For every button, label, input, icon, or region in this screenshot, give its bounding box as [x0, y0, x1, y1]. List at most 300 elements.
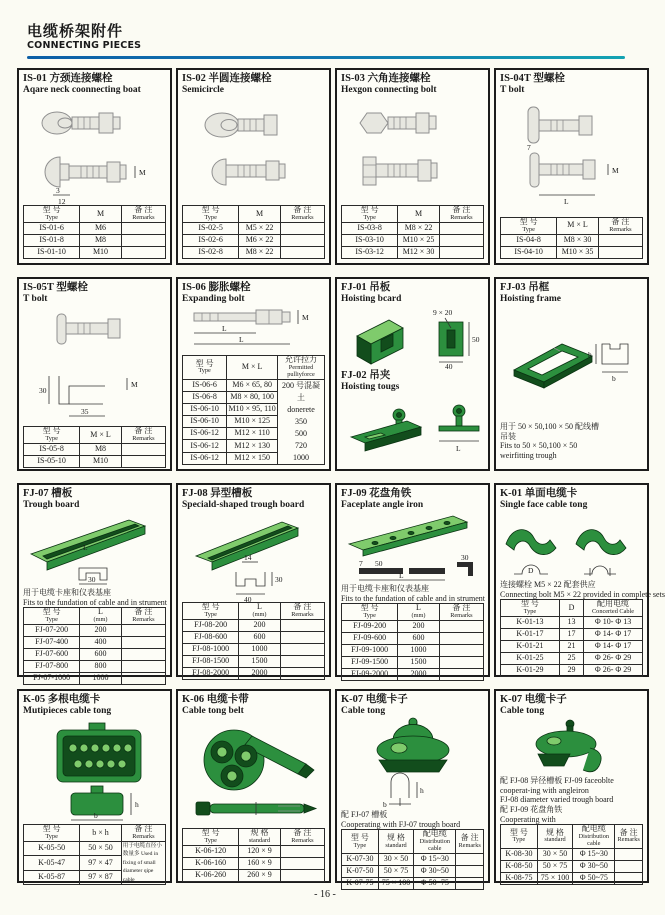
dim-label: 50: [472, 335, 480, 345]
product-title-en: Hexgon connecting bolt: [341, 84, 437, 95]
hoisting-tong-illustration: [341, 393, 488, 455]
column-header: L (mm): [239, 603, 281, 620]
product-cell-is-04: [494, 68, 649, 265]
cell-value: [280, 667, 324, 679]
cell-value: K-05-50: [24, 841, 80, 855]
table-row: [183, 643, 325, 655]
cell-value: 1500: [398, 657, 440, 669]
column-header: 型 号 Type: [342, 604, 398, 621]
dim-label: b: [383, 800, 387, 810]
product-cell-is-01: [17, 68, 172, 265]
column-header: 型 号 Type: [183, 356, 227, 380]
table-row: [342, 621, 484, 633]
cell-value: 13: [559, 617, 583, 629]
column-header: 备 注 Remarks: [439, 206, 483, 223]
cell-value: [121, 443, 165, 455]
table-row: [24, 637, 166, 649]
spec-table: [182, 205, 325, 259]
table-row: [183, 869, 325, 881]
column-header: M × L: [227, 356, 278, 380]
table-header-row: [183, 603, 325, 620]
product-title-en: Speciald-shaped trough board: [182, 499, 305, 510]
product-title-cn: K-07 电缆卡子: [341, 693, 408, 705]
table-row: [501, 641, 643, 653]
cell-value: Φ 50~75: [414, 878, 456, 890]
column-header: M: [80, 206, 122, 223]
cell-value: K-08-50: [501, 860, 538, 872]
dim-label: 40: [244, 595, 252, 605]
note-line: 用于电缆卡座和仪表基座: [341, 584, 429, 594]
product-title-en: Cable tong: [341, 705, 386, 716]
note-line: Connecting bolt M5 × 22 provided in complete sets: [500, 589, 665, 599]
cell-value: 30 × 50: [378, 854, 414, 866]
cell-value: M6: [80, 222, 122, 234]
multi-cable-tong-illustration: [23, 716, 170, 824]
product-title-en: T bolt: [500, 84, 525, 95]
dim-label: 12: [58, 197, 66, 207]
column-header: M: [239, 206, 281, 223]
cell-value: [280, 845, 324, 857]
column-header: 型 号 Type: [24, 427, 80, 444]
column-header: 备 注 Remarks: [280, 603, 324, 620]
expanding-bolt-illustration: [182, 304, 325, 350]
product-title-en: Aqare neck coonnecting boat: [23, 84, 141, 95]
cell-value: M6 × 65, 80: [227, 379, 278, 391]
table-row: [501, 653, 643, 665]
dim-label: h: [588, 350, 592, 360]
cell-value: 1500: [239, 655, 281, 667]
cable-tong-clamp-illustration: [341, 716, 488, 810]
cell-value: [439, 645, 483, 657]
note-line: 用于 50 × 50,100 × 50 配线槽: [500, 422, 600, 432]
table-row: [24, 222, 166, 234]
cell-value: IS-04-8: [501, 234, 557, 246]
cell-value: M12 × 130: [227, 440, 278, 452]
column-header: D: [559, 600, 583, 617]
table-row: [501, 617, 643, 629]
single-face-cable-tong-illustration: [500, 510, 643, 580]
cell-value: K-01-13: [501, 617, 560, 629]
table-header-row: [183, 356, 325, 380]
cell-value: 29: [559, 665, 583, 677]
spec-table: [23, 426, 166, 468]
column-header: 规 格 standard: [378, 830, 414, 854]
hexagon-bolt-illustration: [341, 95, 488, 205]
page-subtitle: CONNECTING PIECES: [27, 39, 142, 51]
table-row: [183, 234, 325, 246]
cell-value: M10: [80, 455, 122, 467]
product-title-en: Expanding bolt: [182, 293, 245, 304]
faceplate-angle-iron-illustration: [341, 510, 488, 584]
table-row: [342, 633, 484, 645]
column-header: M: [398, 206, 440, 223]
column-header: 型 号 Type: [183, 206, 239, 223]
table-row: [342, 854, 484, 866]
product-title-cn: FJ-03 吊框: [500, 281, 550, 293]
dim-label: L: [222, 324, 227, 334]
table-row: [342, 657, 484, 669]
cell-value: IS-06-10: [183, 404, 227, 416]
cell-value: [121, 637, 165, 649]
dim-label: 30: [88, 575, 96, 585]
cell-value: IS-06-12: [183, 440, 227, 452]
table-row: [183, 655, 325, 667]
product-title-en: Trough board: [23, 499, 80, 510]
cell-value: [121, 455, 165, 467]
product-grid: [17, 68, 665, 888]
cell-value: Φ 50~75: [573, 872, 615, 884]
cell-value: [280, 857, 324, 869]
cell-value: M5 × 22: [239, 222, 281, 234]
note-line: weirfitting trough: [500, 451, 557, 461]
cell-value: 1000: [398, 645, 440, 657]
cable-tong-belt-illustration: [182, 716, 329, 828]
product-title-en: Hoisting frame: [500, 293, 561, 304]
cell-value: 50 × 50: [80, 841, 122, 855]
cell-value: 30 × 50: [537, 848, 573, 860]
cell-value: 97 × 87: [80, 870, 122, 884]
table-row: [183, 845, 325, 857]
column-header: 允许拉力 Permitted pulliyforce: [278, 356, 325, 380]
table-row: [342, 645, 484, 657]
cell-value: Φ 14- Φ 17: [584, 641, 643, 653]
table-row: [24, 649, 166, 661]
cell-value: FJ-08-1500: [183, 655, 239, 667]
dim-label: h: [135, 800, 139, 810]
cell-value: M10 × 35: [557, 246, 599, 258]
column-header: 型 号 Type: [24, 825, 80, 842]
note-line: Fits to the fundation of cable and in strument: [23, 597, 167, 607]
cell-value: M10 × 125: [227, 416, 278, 428]
cell-value: IS-01-10: [24, 246, 80, 258]
note-line: FJ-08 diameter varied trough board: [500, 795, 614, 805]
cell-value: 800: [80, 661, 122, 673]
cell-value: [456, 866, 484, 878]
column-header: 规 格 standard: [537, 825, 573, 849]
cell-value: FJ-09-600: [342, 633, 398, 645]
cell-value: 75 × 100: [537, 872, 573, 884]
table-row: [24, 246, 166, 258]
cell-value: [280, 234, 324, 246]
product-title-cn: FJ-07 槽板: [23, 487, 73, 499]
product-title2-en: Hoisting tougs: [341, 382, 400, 393]
cell-value: 50 × 75: [537, 860, 573, 872]
dim-label: M: [139, 168, 146, 178]
product-cell-fj-09: [335, 483, 490, 677]
product-title-en: Semicircle: [182, 84, 225, 95]
cell-value: 600: [80, 649, 122, 661]
spec-table: [23, 205, 166, 259]
cell-value: IS-04-10: [501, 246, 557, 258]
cell-value: K-08-30: [501, 848, 538, 860]
note-line: 连接螺栓 M5 × 22 配套供应: [500, 580, 596, 590]
table-row: [501, 872, 643, 884]
cell-value: [280, 643, 324, 655]
column-header: 备 注 Remarks: [280, 829, 324, 846]
cell-value: Φ 26- Φ 29: [584, 665, 643, 677]
column-header: 型 号 Type: [183, 603, 239, 620]
product-title-en: Faceplate angle iron: [341, 499, 424, 510]
column-header: 规 格 standard: [239, 829, 281, 846]
column-header: M × L: [80, 427, 122, 444]
cell-value: IS-02-8: [183, 246, 239, 258]
cell-value: M8 × 30: [557, 234, 599, 246]
cell-value: 1000: [239, 643, 281, 655]
table-header-row: [183, 206, 325, 223]
table-row: [24, 234, 166, 246]
page-title: 电缆桥架附件: [27, 22, 124, 40]
dim-label: 40: [445, 362, 453, 372]
product-cell-k-05: [17, 689, 172, 883]
dim-label: 9 × 20: [433, 308, 453, 318]
cell-value: 25: [559, 653, 583, 665]
cell-value: IS-02-5: [183, 222, 239, 234]
cell-value: 1000: [80, 673, 122, 685]
table-row: [24, 661, 166, 673]
dim-label: L: [239, 335, 244, 345]
cell-value: [439, 222, 483, 234]
special-trough-board-illustration: [182, 510, 329, 605]
cell-value: IS-01-8: [24, 234, 80, 246]
dim-label: L: [564, 197, 569, 207]
cell-value: FJ-07-400: [24, 637, 80, 649]
product-cell-fj-07: [17, 483, 172, 683]
spec-table: [341, 205, 484, 259]
column-header: 型 号 Type: [501, 825, 538, 849]
table-header-row: [183, 829, 325, 846]
table-header-row: [24, 608, 166, 625]
cell-value: Φ 30~50: [414, 866, 456, 878]
table-header-row: [24, 427, 166, 444]
dim-label: M: [131, 380, 138, 390]
column-header: 备 注 Remarks: [121, 427, 165, 444]
product-title-cn: K-05 多根电缆卡: [23, 693, 101, 705]
product-title-cn: K-01 单面电缆卡: [500, 487, 578, 499]
note-line: 配 FJ-09 花盘角铁: [500, 805, 563, 815]
cell-value: 160 × 9: [239, 857, 281, 869]
dim-label: 30: [39, 386, 47, 396]
cell-value: [615, 848, 643, 860]
cell-value: [456, 854, 484, 866]
merged-remarks-cell: 200 号混凝土 donerete 350 500 720 1000: [278, 379, 325, 464]
cell-value: [121, 246, 165, 258]
product-title-cn: FJ-09 花盘角铁: [341, 487, 412, 499]
cell-value: M12 × 110: [227, 428, 278, 440]
page-header: [0, 0, 650, 51]
dim-label: L: [456, 443, 461, 453]
product-cell-is-06: [176, 277, 331, 471]
cell-value: IS-02-6: [183, 234, 239, 246]
cell-value: [280, 222, 324, 234]
cell-value: M8 × 22: [398, 222, 440, 234]
cell-value: M10 × 25: [398, 234, 440, 246]
table-row: [183, 619, 325, 631]
cell-value: Φ 15~30: [414, 854, 456, 866]
cell-value: K-01-25: [501, 653, 560, 665]
cell-value: M10: [80, 246, 122, 258]
column-header: 型 号 Type: [501, 600, 560, 617]
cell-value: M8 × 80, 100: [227, 391, 278, 403]
cell-value: 75 × 100: [378, 878, 414, 890]
cell-value: M8: [80, 443, 122, 455]
product-cell-fj-01-fj-02: [335, 277, 490, 471]
cell-value: M10 × 95, 110: [227, 404, 278, 416]
product-title-en: Hoisting bcard: [341, 293, 402, 304]
cell-value: [439, 246, 483, 258]
usage-note: [23, 588, 166, 607]
cell-value: IS-06-6: [183, 379, 227, 391]
spec-table: [500, 217, 643, 259]
product-title-cn: IS-02 半圆连接螺栓: [182, 72, 272, 84]
spec-table: [182, 355, 325, 465]
cell-value: [456, 878, 484, 890]
table-row: [342, 669, 484, 681]
product-cell-fj-08: [176, 483, 331, 677]
table-header-row: [501, 825, 643, 849]
table-row: [24, 841, 166, 855]
usage-note: [500, 776, 643, 824]
cell-value: K-05-47: [24, 856, 80, 870]
cell-value: FJ-08-2000: [183, 667, 239, 679]
product-title-en: T bolt: [23, 293, 48, 304]
cell-value: K-01-29: [501, 665, 560, 677]
t-bolt-illustration: [500, 95, 643, 207]
product-title-cn: IS-06 膨胀螺栓: [182, 281, 251, 293]
product-cell-is-02: [176, 68, 331, 265]
column-header: 备 注 Remarks: [615, 825, 643, 849]
product-cell-k-06: [176, 689, 331, 883]
table-header-row: [342, 206, 484, 223]
dim-label: 7: [527, 143, 531, 153]
cell-value: FJ-08-200: [183, 619, 239, 631]
column-header: b × h: [80, 825, 122, 842]
column-header: L (mm): [398, 604, 440, 621]
dim-label: 3: [56, 186, 60, 196]
cell-value: FJ-09-1000: [342, 645, 398, 657]
spec-table: [182, 828, 325, 882]
cell-value: K-06-120: [183, 845, 239, 857]
cell-value: 50 × 75: [378, 866, 414, 878]
cell-value: FJ-07-600: [24, 649, 80, 661]
table-row: [501, 234, 643, 246]
dim-label: 35: [81, 407, 89, 417]
cell-value: [121, 649, 165, 661]
spec-table: [341, 829, 484, 890]
cell-value: Φ 30~50: [573, 860, 615, 872]
dim-label: 50: [375, 559, 383, 569]
product-title-en: Cable tong belt: [182, 705, 244, 716]
cell-value: [121, 673, 165, 685]
column-header: 型 号 Type: [342, 206, 398, 223]
dim-label: D: [528, 566, 534, 576]
table-header-row: [342, 604, 484, 621]
note-line: cooperat-ing with angleiron: [500, 785, 589, 795]
column-header: 备 注 Remarks: [121, 825, 165, 842]
spec-table: [23, 607, 166, 685]
cell-value: [280, 655, 324, 667]
product-title-cn: FJ-01 吊板: [341, 281, 391, 293]
cell-value: K-06-260: [183, 869, 239, 881]
cell-value: 2000: [398, 669, 440, 681]
note-line: 配 FJ-08 异径槽板 FJ-09 faceoblte: [500, 776, 614, 786]
cell-value: FJ-08-1000: [183, 643, 239, 655]
usage-note: [341, 584, 484, 603]
cell-value: [439, 621, 483, 633]
cell-value: 260 × 9: [239, 869, 281, 881]
column-header: 型 号 Type: [24, 206, 80, 223]
cell-value: 97 × 47: [80, 856, 122, 870]
table-row: [342, 222, 484, 234]
table-header-row: [501, 218, 643, 235]
cell-value: IS-06-12: [183, 428, 227, 440]
cell-value: [280, 619, 324, 631]
spec-table: [341, 603, 484, 681]
product-cell-is-05: [17, 277, 172, 471]
cell-value: 400: [80, 637, 122, 649]
product-title-en: Cable tong: [500, 705, 545, 716]
table-header-row: [24, 825, 166, 842]
cell-value: 200: [239, 619, 281, 631]
table-row: [342, 234, 484, 246]
cell-value: IS-06-12: [183, 452, 227, 464]
column-header: 备 注 Remarks: [280, 206, 324, 223]
t-bolt-bent-illustration: [23, 304, 166, 426]
table-row: [342, 878, 484, 890]
cell-value: [439, 669, 483, 681]
table-header-row: [342, 830, 484, 854]
product-title-cn: IS-03 六角连接螺栓: [341, 72, 431, 84]
column-header: 备 注 Remarks: [598, 218, 642, 235]
cell-value: 17: [559, 629, 583, 641]
product-title-cn: K-07 电缆卡子: [500, 693, 567, 705]
merged-remarks-cell: 用于电缆直径小 数量多 Used in fixing of small diameter qipe cable: [121, 841, 165, 884]
cell-value: 200: [80, 625, 122, 637]
dim-label: 30: [275, 575, 283, 585]
header-divider: [27, 56, 625, 59]
table-row: [24, 673, 166, 685]
product-title-cn: FJ-08 异型槽板: [182, 487, 253, 499]
cell-value: K-06-160: [183, 857, 239, 869]
table-row: [501, 629, 643, 641]
cell-value: K-05-87: [24, 870, 80, 884]
product-title-cn: IS-04T 型螺栓: [500, 72, 565, 84]
spec-table: [500, 599, 643, 677]
cell-value: K-07-50: [342, 866, 379, 878]
column-header: 备 注 Remarks: [439, 604, 483, 621]
cell-value: Φ 14- Φ 17: [584, 629, 643, 641]
cell-value: K-07-75: [342, 878, 379, 890]
square-neck-bolt-illustration: [23, 95, 170, 205]
hoisting-board-illustration: [341, 304, 488, 370]
usage-note: [500, 580, 665, 599]
column-header: L (mm): [80, 608, 122, 625]
cell-value: K-01-21: [501, 641, 560, 653]
cell-value: K-08-75: [501, 872, 538, 884]
column-header: 配电缆 Distribution cable: [573, 825, 615, 849]
table-row: [183, 857, 325, 869]
spec-table: [500, 824, 643, 885]
hoisting-frame-illustration: [500, 304, 647, 422]
cell-value: [121, 625, 165, 637]
cell-value: [280, 246, 324, 258]
table-row: [24, 625, 166, 637]
note-line: 用于电缆卡座和仪表基座: [23, 588, 111, 598]
cell-value: 120 × 9: [239, 845, 281, 857]
cell-value: [439, 234, 483, 246]
cell-value: 600: [239, 631, 281, 643]
column-header: 型 号 Type: [183, 829, 239, 846]
product-title2-cn: FJ-02 吊夹: [341, 370, 391, 382]
